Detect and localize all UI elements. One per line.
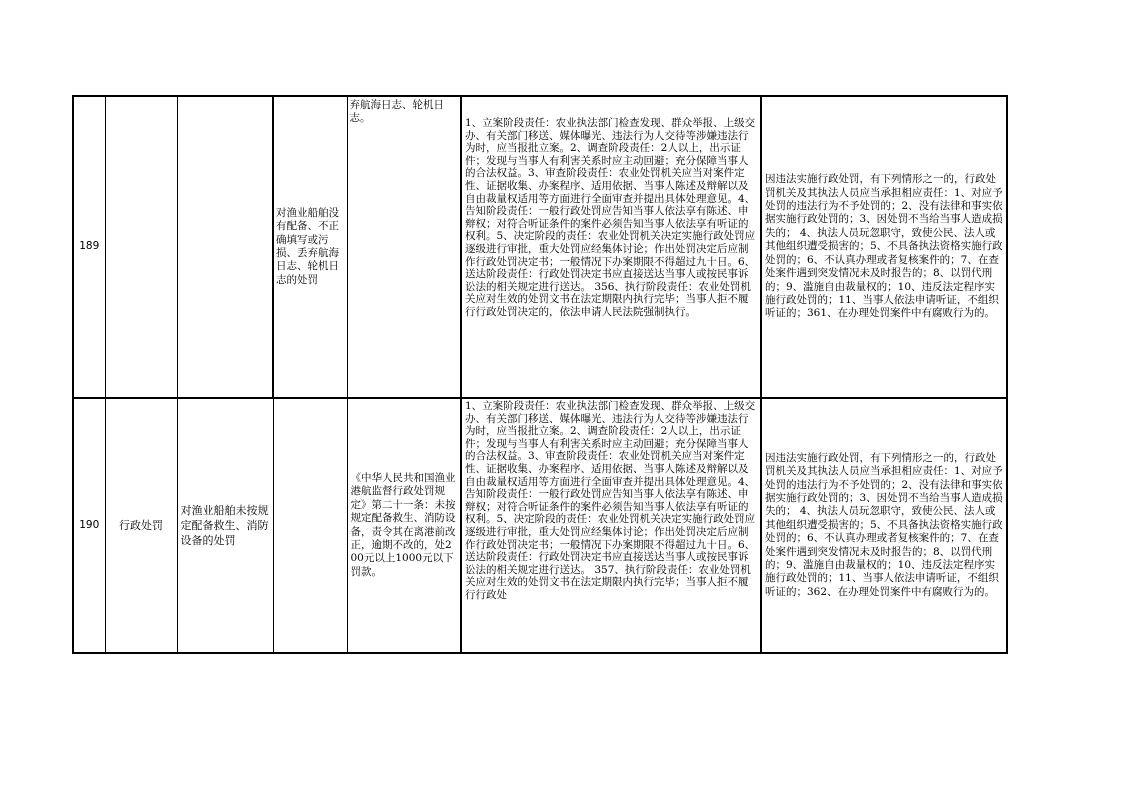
item-cell bbox=[177, 96, 273, 398]
accountability-cell bbox=[761, 398, 1007, 653]
accountability-text: 因违法实施行政处罚，有下列情形之一的，行政处罚机关及其执法人员应当承担相应责任：1、对应予处罚的违法行为不予处罚的；2、没有法律和事实依据实施行政处罚的；3、因处罚不当给当事人造成损失的； 4、执法人员玩忽职守，致使公民、法人或其他组织遭受损害的；5、不具备执法资格实施行政处罚的；6、不认真办理或者复核案件的；7、在查处案件遇到突发情况未及时报告的；8、以罚代刑的；9、滥施自由裁量权的；10、违反法定程序实施行政处罚的；11、当事人依法申请听证，不组织听证的；362、在办理处罚案件中有腐败行为的。 bbox=[765, 451, 1003, 598]
category-cell: 行政处罚 bbox=[105, 398, 177, 653]
category-cell bbox=[105, 96, 177, 398]
responsibility-text: 1、立案阶段责任：农业执法部门检查发现、群众举报、上级交办、有关部门移送、媒体曝光、违法行为人交待等涉嫌违法行为时，应当报批立案。2、调查阶段责任：2人以上，出示证件；发现与当事人有利害关系时应主动回避；充分保障当事人的合法权益。3、审查阶段责任：农业处罚机关应当对案件定性、证据收集、办案程序、适用依据、当事人陈述及辩解以及自由裁量权适用等方面进行全面审查并提出具体处理意见。4、告知阶段责任：一般行政处罚应告知当事人依法享有陈述、申辩权；对符合听证条件的案件必须告知当事人依法享有听证的权利。5、决定阶段的责任：农业处罚机关决定实施行政处罚应逐级进行审批，重大处罚应经集体讨论；作出处罚决定后应制作行政处罚决定书；一般情况下办案期限不得超过九十日。6、送达阶段责任：行政处罚决定书应直接送达当事人或按民事诉讼法的相关规定进行送达。 356、执行阶段责任：农业处罚机关应对生效的处罚文书在法定期限内执行完毕；当事人拒不履行行政处罚决定的，依法申请人民法院强制执行。 bbox=[465, 117, 756, 318]
responsibility-cell bbox=[461, 398, 761, 653]
responsibility-cell bbox=[461, 96, 761, 398]
accountability-cell bbox=[761, 96, 1007, 398]
basis-cell: 弃航海日志、轮机日志。 bbox=[347, 96, 461, 398]
accountability-text: 因违法实施行政处罚，有下列情形之一的，行政处罚机关及其执法人员应当承担相应责任：1、对应予处罚的违法行为不予处罚的；2、没有法律和事实依据实施行政处罚的；3、因处罚不当给当事人造成损失的； 4、执法人员玩忽职守，致使公民、法人或其他组织遭受损害的；5、不具备执法资格实施行政处罚的；6、不认真办理或者复核案件的；7、在查处案件遇到突发情况未及时报告的；8、以罚代刑的；9、滥施自由裁量权的；10、违反法定程序实施行政处罚的；11、当事人依法申请听证，不组织听证的；361、在办理处罚案件中有腐败行为的。 bbox=[765, 173, 1003, 320]
responsibility-text: 1、立案阶段责任：农业执法部门检查发现、群众举报、上级交办、有关部门移送、媒体曝光、违法行为人交待等涉嫌违法行为时，应当报批立案。2、调查阶段责任：2人以上，出示证件；发现与当事人有利害关系时应主动回避；充分保障当事人的合法权益。3、审查阶段责任：农业处罚机关应当对案件定性、证据收集、办案程序、适用依据、当事人陈述及辩解以及自由裁量权适用等方面进行全面审查并提出具体处理意见。4、告知阶段责任：一般行政处罚应告知当事人依法享有陈述、申辩权；对符合听证条件的案件必须告知当事人依法享有听证的权利。5、决定阶段的责任：农业处罚机关决定实施行政处罚应逐级进行审批，重大处罚应经集体讨论；作出处罚决定后应制作行政处罚决定书；一般情况下办案期限不得超过九十日。6、送达阶段责任：行政处罚决定书应直接送达当事人或按民事诉讼法的相关规定进行送达。 357、执行阶段责任：农业处罚机关应对生效的处罚文书在法定期限内执行完毕；当事人拒不履行行政处 bbox=[465, 400, 756, 601]
sub-item-cell: 对渔业船舶没有配备、不正确填写或污损、丢弃航海日志、轮机日志的处罚 bbox=[273, 96, 347, 398]
sub-item-cell bbox=[273, 398, 347, 653]
item-cell: 对渔业船舶未按规定配备救生、消防设备的处罚 bbox=[177, 398, 273, 653]
basis-cell: 《中华人民共和国渔业港航监督行政处罚规定》第二十一条：未按规定配备救生、消防设备，责令其在离港前改正，逾期不改的，处200元以上1000元以下罚款。 bbox=[347, 398, 461, 653]
seq-cell: 190 bbox=[73, 398, 105, 653]
power-list-table bbox=[72, 95, 1008, 654]
table-row bbox=[73, 96, 1007, 398]
table-row bbox=[73, 398, 1007, 653]
seq-cell: 189 bbox=[73, 96, 105, 398]
